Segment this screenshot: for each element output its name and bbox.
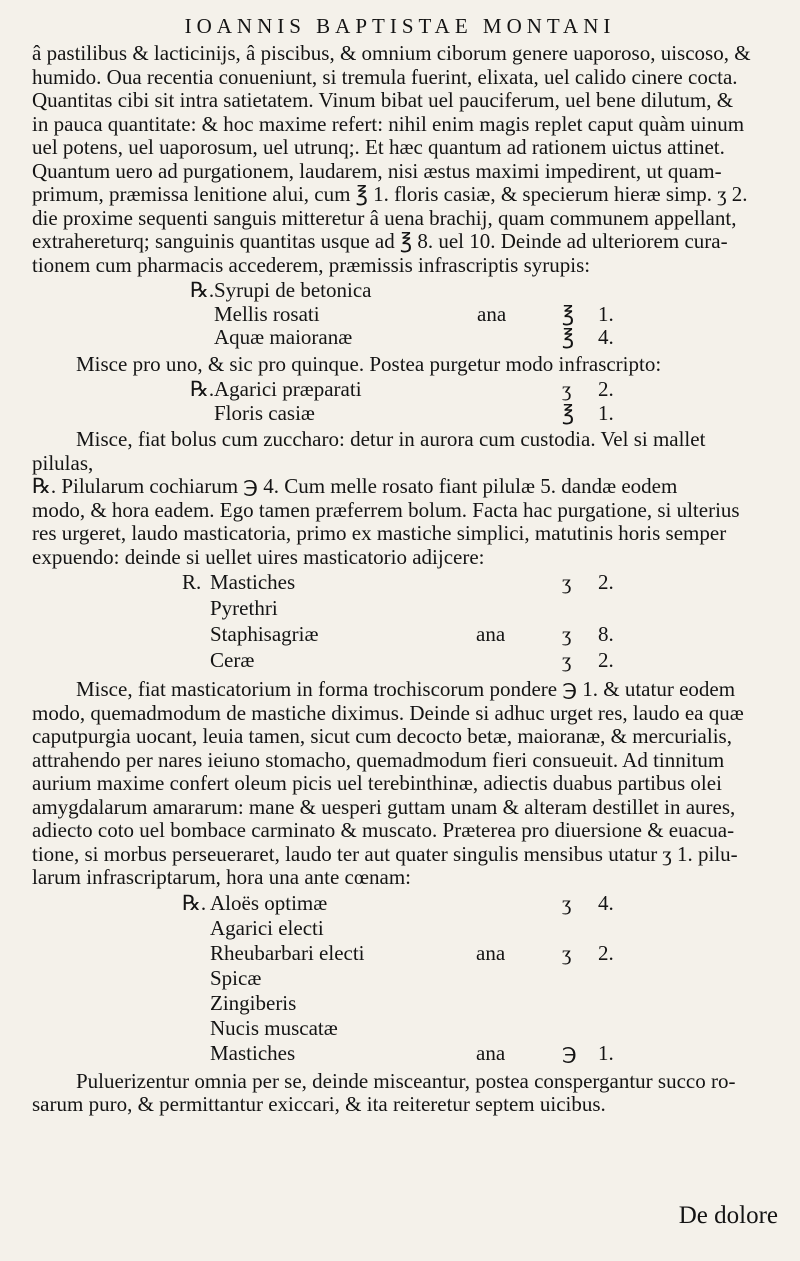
text-line: die proxime sequenti sanguis mitteretur â uena brachij, quam communem appellant, — [32, 205, 737, 230]
text-line: â pastilibus & lacticinijs, â piscibus, & omnium ciborum genere uaporoso, uiscoso, & — [32, 41, 751, 65]
recipe-qty: 1. — [598, 301, 614, 326]
recipe-name: Agarici præparati — [214, 377, 362, 401]
recipe-3 — [32, 571, 778, 675]
recipe-ana: ana — [476, 940, 506, 965]
recipe-name: Rheubarbari electi — [210, 940, 365, 965]
recipe-name: Aloës optimæ — [210, 890, 328, 915]
recipe-line — [32, 597, 778, 623]
recipe-line — [32, 892, 778, 917]
recipe-qty: 1. — [598, 1040, 614, 1065]
text-line: uel potens, uel uaporosum, uel utrunq;. Et hæc quantum ad rationem uictus attinet. — [32, 135, 725, 159]
recipe-unit: ℥ — [562, 325, 575, 349]
paragraph-3 — [32, 428, 778, 569]
recipe-name: Floris casiæ — [214, 400, 315, 425]
recipe-qty: 1. — [598, 400, 614, 425]
text-line: Quantum uero ad purgationem, laudarem, nisi æstus maximi impedirent, ut quam- — [32, 158, 722, 183]
recipe-name: Staphisagriæ — [210, 622, 319, 646]
recipe-symbol: ℞. — [190, 377, 215, 401]
recipe-qty: 4. — [598, 325, 614, 349]
recipe-symbol: ℞. — [182, 890, 207, 915]
recipe-name: Ceræ — [210, 648, 255, 672]
recipe-name: Zingiberis — [210, 990, 297, 1015]
recipe-name: Pyrethri — [210, 596, 278, 620]
text-line: extrahereturq; sanguinis quantitas usque ad ℥ 8. uel 10. Deinde ad ulteriorem cura- — [32, 229, 728, 253]
recipe-line — [32, 279, 778, 303]
text-line: adiecto coto uel bombace carminato & muscato. Præterea pro diuersione & euacua- — [32, 818, 735, 842]
recipe-qty: 2. — [598, 648, 614, 672]
text-line: caputpurgia uocant, leuia tamen, sicut cum decocto betæ, maioranæ, & mercurialis, — [32, 724, 732, 748]
recipe-qty: 2. — [598, 377, 614, 401]
recipe-line — [32, 992, 778, 1017]
recipe-unit: ℥ — [562, 301, 575, 326]
text-line: Puluerizentur omnia per se, deinde misceantur, postea conspergantur succo ro- — [76, 1068, 736, 1093]
recipe-line — [32, 917, 778, 942]
recipe-unit: ʒ — [562, 648, 572, 672]
text-line: attrahendo per nares ieiuno stomacho, quemadmodum fieri consueuit. Ad tinnitum — [32, 747, 725, 772]
recipe-1 — [32, 279, 778, 350]
recipe-line — [32, 326, 778, 350]
text-line: in pauca quantitate: & hoc maxime refert: nihil enim magis replet caput quàm uinum — [32, 111, 745, 136]
text-line: Misce, fiat masticatorium in forma trochiscorum pondere ℈ 1. & utatur eodem — [76, 677, 736, 701]
recipe-unit: ℈ — [562, 1040, 577, 1065]
text-line: modo, & hora eadem. Ego tamen præferrem bolum. Facta hac purgatione, si ulterius — [32, 497, 740, 522]
recipe-line — [32, 303, 778, 327]
recipe-line — [32, 649, 778, 675]
text-line: sarum puro, & permittantur exiccari, & ita reiteretur septem uicibus. — [32, 1092, 606, 1116]
text-line: humido. Oua recentia conueniunt, si tremula fuerint, elixata, uel calido cinere cocta. — [32, 64, 738, 89]
recipe-ana: ana — [476, 622, 506, 646]
recipe-line — [32, 1042, 778, 1067]
text-line: amygdalarum amararum: mane & uesperi guttam unam & alteram destillet in aures, — [32, 794, 736, 819]
paragraph-4 — [32, 678, 778, 890]
recipe-qty: 8. — [598, 622, 614, 646]
catchword: De dolore — [678, 1202, 778, 1229]
text-line: expuendo: deinde si uellet uires masticatorio adijcere: — [32, 544, 485, 569]
paragraph-5 — [32, 1070, 778, 1117]
recipe-unit: ʒ — [562, 377, 572, 401]
recipe-line — [32, 623, 778, 649]
recipe-line — [32, 942, 778, 967]
recipe-name: Mellis rosati — [214, 301, 320, 326]
text-line: aurium maxime confert oleum picis uel terebinthinæ, adiectis duabus partibus olei — [32, 771, 722, 795]
recipe-2 — [32, 378, 778, 425]
recipe-qty: 2. — [598, 940, 614, 965]
recipe-name: Spicæ — [210, 965, 262, 990]
running-head: IOANNIS BAPTISTAE MONTANI — [184, 14, 616, 38]
recipe-line — [32, 967, 778, 992]
page-body — [32, 42, 778, 1117]
text-line: Quantitas cibi sit intra satietatem. Vinum bibat uel pauciferum, uel bene dilutum, & — [32, 88, 734, 112]
recipe-symbol: R. — [182, 570, 202, 594]
recipe-4 — [32, 892, 778, 1067]
recipe-name: Syrupi de betonica — [214, 278, 372, 302]
recipe-name: Mastiches — [210, 1040, 296, 1065]
recipe-ana: ana — [476, 1040, 506, 1065]
text-line: res urgeret, laudo masticatoria, primo ex mastiche simplici, matutinis horis semper — [32, 521, 727, 545]
recipe-unit: ʒ — [562, 622, 572, 646]
text-line: modo, quemadmodum de mastiche diximus. Deinde si adhuc urget res, laudo ea quæ — [32, 700, 744, 725]
text-line: Misce, fiat bolus cum zuccharo: detur in aurora cum custodia. Vel si mallet — [76, 427, 706, 451]
recipe-qty: 2. — [598, 570, 614, 594]
recipe-name: Nucis muscatæ — [210, 1015, 338, 1040]
recipe-name: Aquæ maioranæ — [214, 325, 353, 349]
recipe-unit: ʒ — [562, 570, 572, 594]
recipe-ana: ana — [477, 301, 507, 326]
recipe-line — [32, 571, 778, 597]
text-line: ℞. Pilularum cochiarum ℈ 4. Cum melle rosato fiant pilulæ 5. dandæ eodem — [32, 474, 678, 498]
recipe-qty: 4. — [598, 890, 614, 915]
recipe-unit: ℥ — [562, 400, 575, 425]
text-line: primum, præmissa lenitione alui, cum ℥ 1. floris casiæ, & specierum hieræ simp. ʒ 2. — [32, 182, 748, 206]
text-line: Misce pro uno, & sic pro quinque. Postea purgetur modo infrascripto: — [76, 351, 662, 376]
recipe-symbol: ℞. — [190, 278, 215, 302]
recipe-name: Agarici electi — [210, 915, 324, 940]
recipe-name: Mastiches — [210, 570, 296, 594]
recipe-unit: ʒ — [562, 890, 572, 915]
recipe-line — [32, 378, 778, 402]
paragraph-1 — [32, 42, 778, 277]
paragraph-2 — [32, 353, 778, 377]
text-line: tione, si morbus perseueraret, laudo ter aut quater singulis mensibus utatur ʒ 1. pilu- — [32, 841, 738, 866]
recipe-line — [32, 402, 778, 426]
recipe-unit: ʒ — [562, 940, 572, 965]
text-line: larum infrascriptarum, hora una ante cœnam: — [32, 865, 412, 889]
text-line: pilulas, — [32, 450, 94, 475]
recipe-line — [32, 1017, 778, 1042]
text-line: tionem cum pharmacis accederem, præmissis infrascriptis syrupis: — [32, 252, 591, 277]
